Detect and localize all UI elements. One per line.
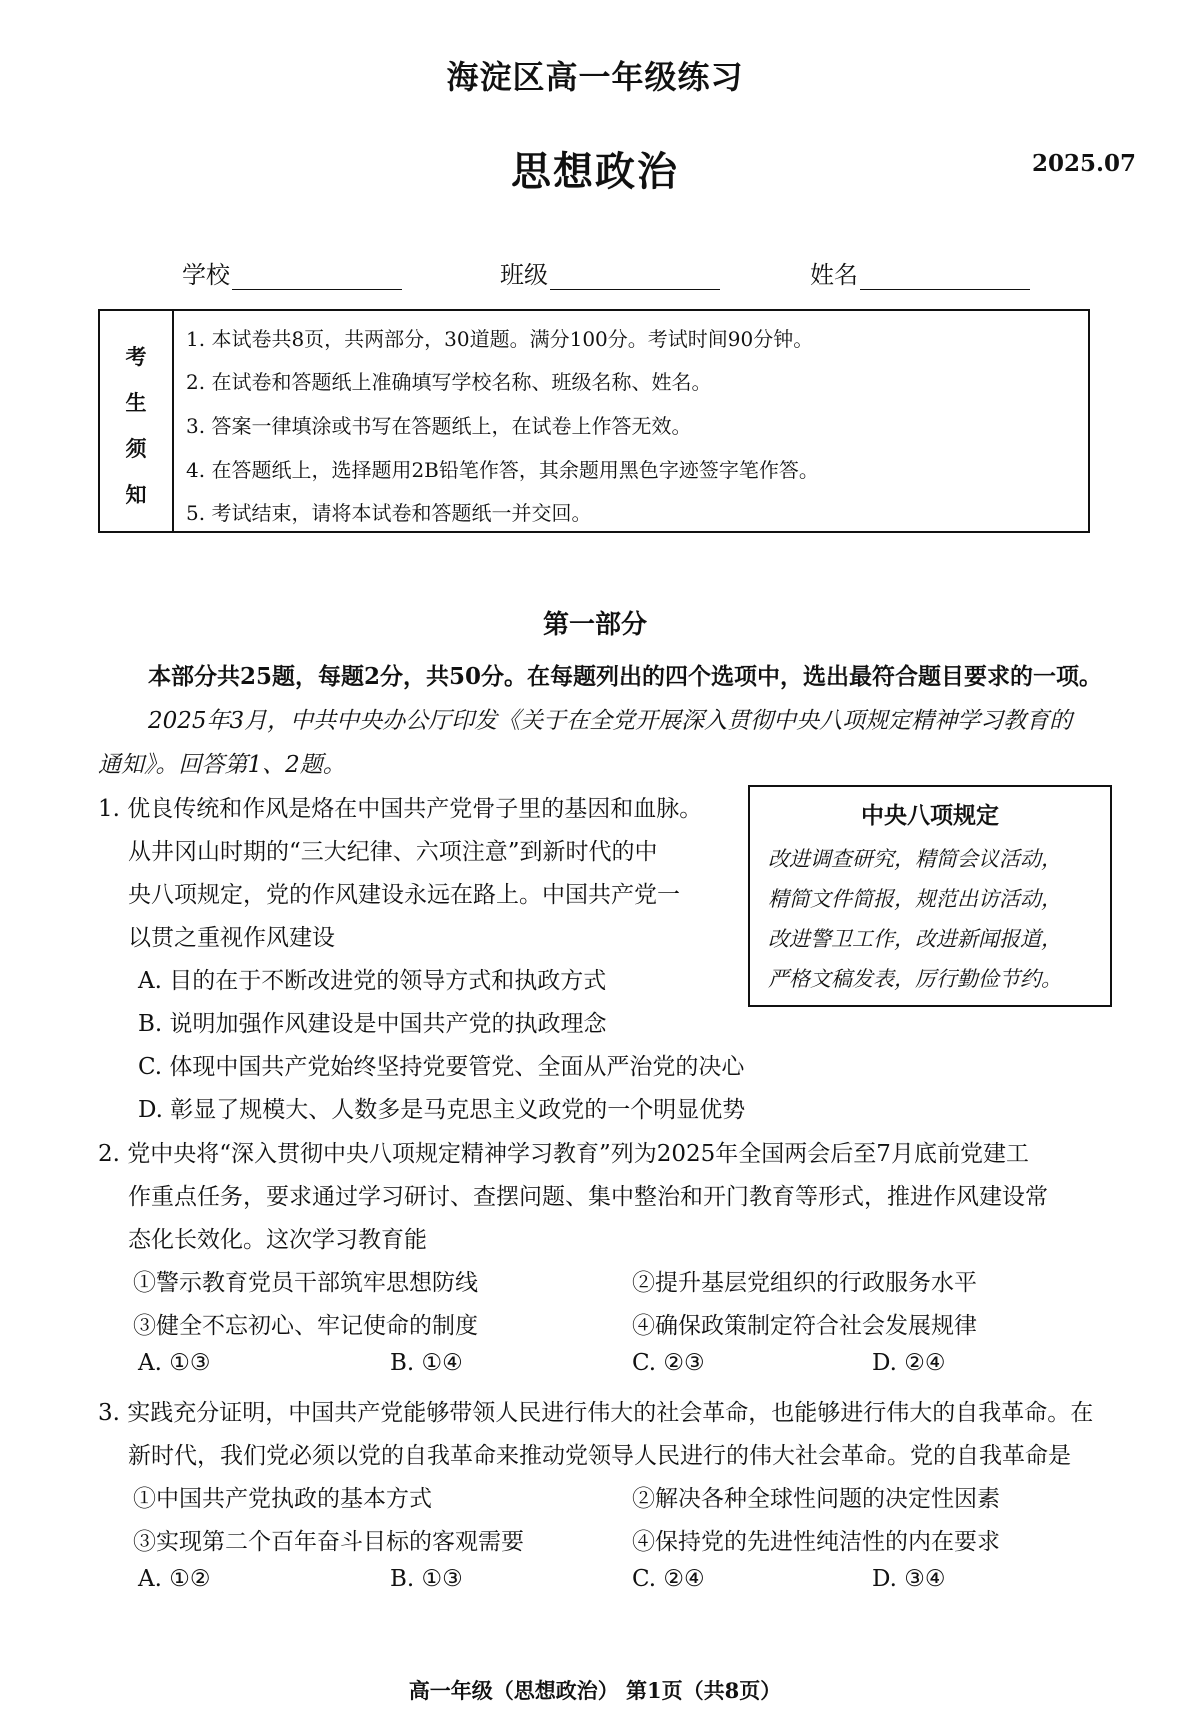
question-3-item: ①中国共产党执政的基本方式: [133, 1486, 432, 1512]
question-3-option-d: D. ③④: [872, 1566, 946, 1592]
question-3-option-b: B. ①③: [390, 1566, 463, 1592]
notice-item: 3. 答案一律填涂或书写在答题纸上，在试卷上作答无效。: [186, 414, 692, 438]
notice-side-char: 须: [125, 436, 147, 461]
question-3-option-c: C. ②④: [632, 1566, 705, 1592]
question-2-text: 作重点任务，要求通过学习研讨、查摆问题、集中整治和开门教育等形式，推进作风建设常: [128, 1184, 1048, 1210]
exam-date: 2025.07: [1032, 150, 1137, 177]
question-2-text: 2. 党中央将“深入贯彻中央八项规定精神学习教育”列为2025年全国两会后至7月底前党建工: [98, 1141, 1029, 1167]
intro-text: 通知》。回答第1、2题。: [98, 752, 346, 778]
section-title: 第一部分: [542, 610, 647, 640]
question-2-item: ③健全不忘初心、牢记使命的制度: [133, 1313, 478, 1339]
question-1-option-b: B. 说明加强作风建设是中国共产党的执政理念: [138, 1011, 607, 1037]
class-blank: [550, 267, 720, 290]
question-2-text: 态化长效化。这次学习教育能: [128, 1227, 427, 1253]
question-3-item: ④保持党的先进性纯洁性的内在要求: [632, 1529, 1000, 1555]
question-1-option-c: C. 体现中国共产党始终坚持党要管党、全面从严治党的决心: [138, 1054, 745, 1080]
notice-side-char: 考: [125, 344, 147, 369]
question-2-item: ①警示教育党员干部筑牢思想防线: [133, 1270, 478, 1296]
question-2-option-c: C. ②③: [632, 1350, 705, 1376]
notice-side-char: 生: [125, 390, 147, 415]
eight-rules-box: [748, 785, 1112, 1007]
class-field: [500, 255, 720, 290]
question-2-item: ②提升基层党组织的行政服务水平: [632, 1270, 977, 1296]
question-1-option-a: A. 目的在于不断改进党的领导方式和执政方式: [138, 968, 607, 994]
name-field: [810, 255, 1030, 290]
question-1-text: 从井冈山时期的“三大纪律、六项注意”到新时代的中: [128, 839, 658, 865]
question-2-option-a: A. ①③: [138, 1350, 211, 1376]
class-label: 班级: [500, 261, 548, 289]
notice-item: 1. 本试卷共8页，共两部分，30道题。满分100分。考试时间90分钟。: [186, 327, 814, 351]
notice-side-char: 知: [125, 482, 147, 507]
subject-title: 思想政治: [511, 148, 679, 195]
notice-side-label: [100, 311, 174, 531]
name-label: 姓名: [810, 261, 858, 289]
notice-item: 5. 考试结束，请将本试卷和答题纸一并交回。: [186, 501, 592, 525]
question-3-text: 新时代，我们党必须以党的自我革命来推动党领导人民进行的伟大社会革命。党的自我革命是: [128, 1443, 1071, 1469]
notice-item: 4. 在答题纸上，选择题用2B铅笔作答，其余题用黑色字迹签字笔作答。: [186, 458, 819, 482]
part-instructions: 本部分共25题，每题2分，共50分。在每题列出的四个选项中，选出最符合题目要求的一项。: [148, 663, 1103, 690]
box-line: 精简文件简报，规范出访活动，: [768, 887, 1062, 911]
question-1-text: 以贯之重视作风建设: [128, 925, 335, 951]
question-2-option-b: B. ①④: [390, 1350, 463, 1376]
box-title: 中央八项规定: [861, 802, 999, 829]
question-3-text: 3. 实践充分证明，中国共产党能够带领人民进行伟大的社会革命，也能够进行伟大的自我革命。在: [98, 1400, 1094, 1426]
question-2-item: ④确保政策制定符合社会发展规律: [632, 1313, 977, 1339]
school-blank: [232, 267, 402, 290]
question-3-item: ③实现第二个百年奋斗目标的客观需要: [133, 1529, 524, 1555]
question-2-option-d: D. ②④: [872, 1350, 946, 1376]
box-line: 严格文稿发表，厉行勤俭节约。: [768, 967, 1062, 991]
school-field: [182, 255, 402, 290]
question-1-option-d: D. 彰显了规模大、人数多是马克思主义政党的一个明显优势: [138, 1097, 746, 1123]
intro-text: 2025年3月，中共中央办公厅印发《关于在全党开展深入贯彻中央八项规定精神学习教育的: [148, 708, 1073, 734]
school-label: 学校: [182, 261, 230, 289]
name-blank: [860, 267, 1030, 290]
box-line: 改进警卫工作，改进新闻报道，: [768, 927, 1062, 951]
notice-item: 2. 在试卷和答题纸上准确填写学校名称、班级名称、姓名。: [186, 370, 712, 394]
notice-box: [98, 309, 1090, 533]
exam-title: 海淀区高一年级练习: [446, 58, 744, 96]
question-1-text: 1. 优良传统和作风是烙在中国共产党骨子里的基因和血脉。: [98, 796, 703, 822]
page-footer: 高一年级（思想政治） 第1页（共8页）: [408, 1678, 782, 1703]
question-1-text: 央八项规定，党的作风建设永远在路上。中国共产党一: [128, 882, 680, 908]
question-3-item: ②解决各种全球性问题的决定性因素: [632, 1486, 1000, 1512]
question-3-option-a: A. ①②: [138, 1566, 211, 1592]
box-line: 改进调查研究，精简会议活动，: [768, 847, 1062, 871]
